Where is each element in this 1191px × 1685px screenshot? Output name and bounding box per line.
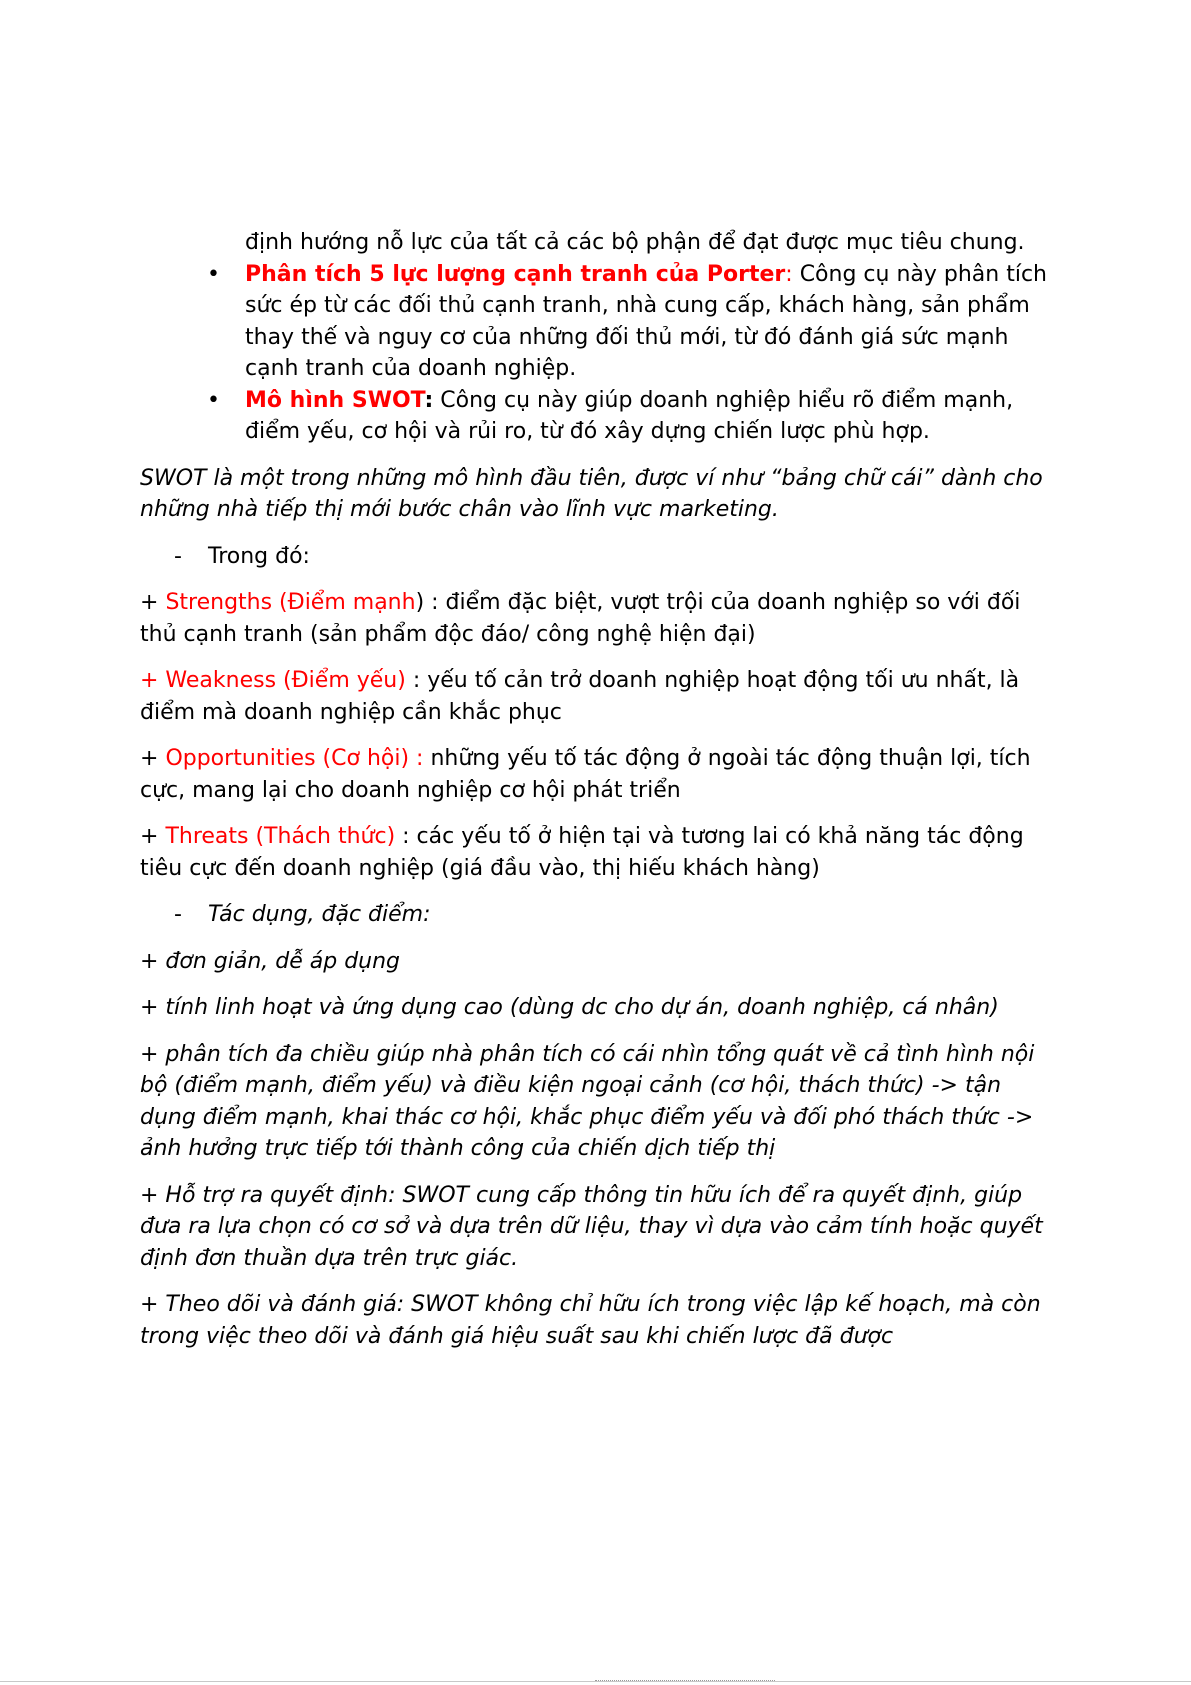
bullet-swot (140, 385, 1060, 448)
effect-item: + Hỗ trợ ra quyết định: SWOT cung cấp thông tin hữu ích để ra quyết định, giúp đưa ra lựa chọn có cơ sở và dựa trên dữ liệu, thay vì dựa vào cảm tính hoặc quyết định đơn thuần dựa trên trực giác. (140, 1182, 1043, 1271)
effect-item: + đơn giản, dễ áp dụng (140, 948, 401, 974)
dash-marker: - (174, 543, 182, 569)
component-label-weakness: + Weakness (Điểm yếu) (140, 668, 406, 693)
effect-item: + Theo dõi và đánh giá: SWOT không chỉ hữu ích trong việc lập kế hoạch, mà còn trong việc theo dõi và đánh giá hiệu suất sau khi chiến lược đã được (140, 1292, 1041, 1349)
dash-marker: - (174, 902, 182, 927)
bullet-body-porter: Công cụ này phân tích sức ép từ các đối thủ cạnh tranh, nhà cung cấp, khách hàng, sản phẩm thay thế và nguy cơ của những đối thủ mới, từ đó đánh giá sức mạnh cạnh tranh của doanh nghiệp. (245, 261, 1047, 381)
components-heading (140, 541, 1060, 573)
component-label-strengths: Strengths (Điểm mạnh (165, 590, 416, 615)
bullet-body-swot: Công cụ này giúp doanh nghiệp hiểu rõ điểm mạnh, điểm yếu, cơ hội và rủi ro, từ đó xây dựng chiến lược phù hợp. (245, 387, 1014, 444)
document-body (140, 227, 1060, 1352)
component-prefix: + (140, 824, 166, 849)
effects-heading-text: Tác dụng, đặc điểm: (208, 902, 431, 927)
component-label-threats: Threats (Thách thức) (165, 824, 396, 849)
component-desc-strengths: ) : điểm đặc biệt, vượt trội của doanh nghiệp so với đối thủ cạnh tranh (sản phẩm độc đáo/ công nghệ hiện đại) (140, 590, 1021, 647)
page-bottom-edge-mark (595, 1680, 775, 1681)
component-weakness (140, 665, 1060, 728)
component-label-opportunities: Opportunities (Cơ hội) : (165, 746, 431, 771)
bullet-separator: : (424, 387, 434, 413)
component-strengths (140, 587, 1060, 650)
tools-bullet-list (140, 259, 1060, 448)
bullet-marker: • (207, 261, 220, 287)
effect-item: + tính linh hoạt và ứng dụng cao (dùng dc cho dự án, doanh nghiệp, cá nhân) (140, 995, 999, 1020)
component-prefix: + (140, 590, 166, 615)
swot-intro-paragraph: SWOT là một trong những mô hình đầu tiên, được ví như “bảng chữ cái” dành cho những nhà tiếp thị mới bước chân vào lĩnh vực marketing. (140, 465, 1043, 522)
component-desc-weakness: : yếu tố cản trở doanh nghiệp hoạt động tối ưu nhất, là điểm mà doanh nghiệp cần khắc phục (140, 668, 1020, 725)
component-prefix: + (140, 746, 166, 771)
intro-continuation: định hướng nỗ lực của tất cả các bộ phận để đạt được mục tiêu chung. (245, 230, 1025, 255)
bullet-porter (140, 259, 1060, 385)
component-desc-threats: : các yếu tố ở hiện tại và tương lai có khả năng tác động tiêu cực đến doanh nghiệp (giá đầu vào, thị hiếu khách hàng) (140, 824, 1024, 881)
component-threats (140, 821, 1060, 884)
bullet-title-swot: Mô hình SWOT (245, 387, 425, 413)
bullet-title-porter: Phân tích 5 lực lượng cạnh tranh của Porter (245, 261, 786, 287)
bullet-separator: : (785, 261, 793, 287)
effect-item: + phân tích đa chiều giúp nhà phân tích có cái nhìn tổng quát về cả tình hình nội bộ (điểm mạnh, điểm yếu) và điều kiện ngoại cảnh (cơ hội, thách thức) -> tận dụng điểm mạnh, khai thác cơ hội, khắc phục điểm yếu và đối phó thách thức -> ảnh hưởng trực tiếp tới thành công của chiến dịch tiếp thị (140, 1041, 1035, 1161)
bullet-marker: • (207, 387, 220, 413)
component-desc-opportunities: những yếu tố tác động ở ngoài tác động thuận lợi, tích cực, mang lại cho doanh nghiệp cơ hội phát triển (140, 746, 1031, 803)
components-heading-text: Trong đó: (208, 543, 310, 569)
component-opportunities (140, 743, 1060, 806)
page-bottom-edge (0, 1681, 1191, 1682)
effects-heading (140, 899, 1060, 931)
